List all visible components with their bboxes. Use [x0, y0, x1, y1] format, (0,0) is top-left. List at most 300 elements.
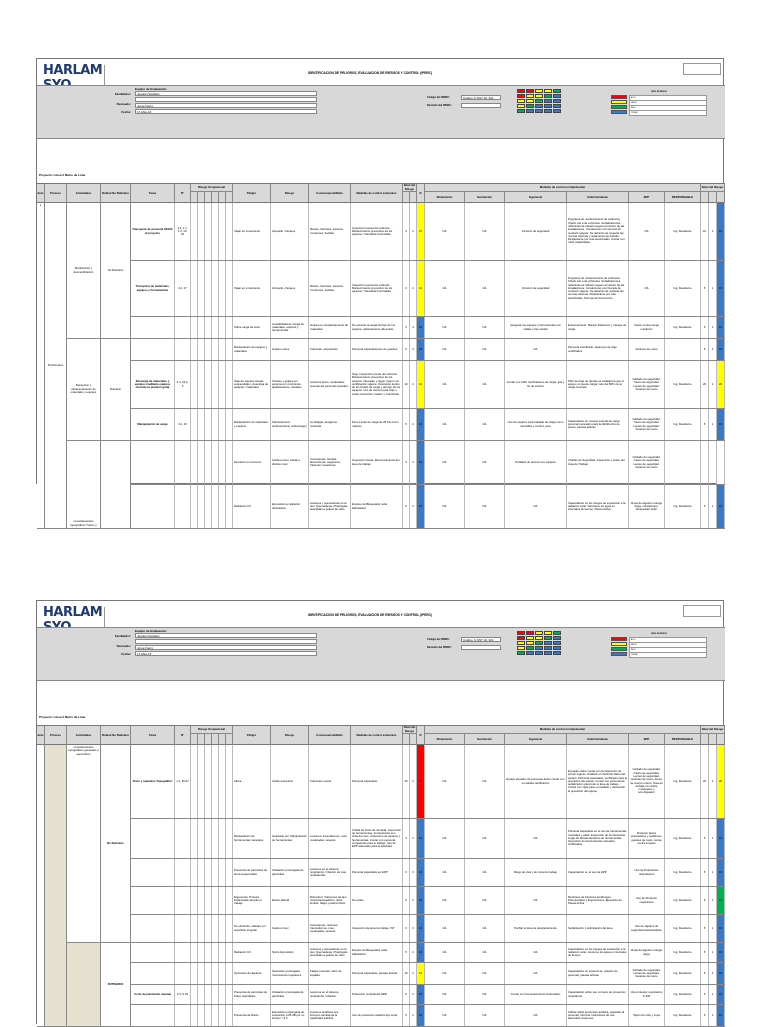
cell-p: 3 [403, 317, 410, 338]
cell-s2: 1 [709, 819, 717, 858]
cell-peligro: Viajar en movimiento [233, 261, 271, 316]
cell-existentes: Protección respiratoria NRR [351, 985, 403, 1004]
cell-ro4 [212, 745, 219, 818]
cell-ro4 [212, 339, 219, 360]
cell-existentes: Personal capacitado [351, 745, 403, 818]
cell-ro4 [212, 361, 219, 408]
cell-ro1 [191, 1005, 198, 1026]
cell-item: 1 [37, 203, 45, 529]
cell-sust: NA [465, 985, 505, 1004]
revision-label: Revisión del IPERC: [427, 646, 452, 649]
document-title: IDENTIFICACION DE PELIGROS, EVALUACION DE RIESGOS Y CONTROL (IPERC) [307, 613, 433, 617]
header-riesgo: Riesgo [271, 184, 309, 204]
matrix-cell [544, 104, 552, 108]
cell-n [175, 485, 191, 528]
cell-s: 3 [410, 915, 417, 942]
cell-consecuencia: Lesiones: traumatismos, roes, moderadas, severas [309, 819, 351, 858]
cell-ro3 [205, 203, 212, 260]
cell-p: 3 [403, 859, 410, 886]
cell-ing: NA [505, 819, 567, 858]
cell-riesgo: Exposición prolongada de exposición a 85 dB por un tiempo > 8 h [271, 1005, 309, 1026]
table-row [37, 317, 725, 339]
cell-epp: Uso de zapatos de seguridad antiresbalante [629, 915, 665, 942]
cell-p2: 20 [701, 361, 709, 408]
cell-tarea: Trazo y replanteo Topográfico [131, 745, 175, 818]
header-riesgo: Riesgo [271, 726, 309, 746]
cell-consecuencia: Lesiones y quemaduras en la piel. Quemaduras / Patologías asociadas a golpes de calor [309, 943, 351, 962]
cell-r2: 16 [717, 409, 725, 440]
cell-sust: NA [465, 317, 505, 338]
table-header [37, 183, 725, 203]
table-header [37, 725, 725, 745]
matrix-cell [553, 651, 561, 655]
cell-ro3 [205, 261, 212, 316]
codigo-label: Código del IPERC: [427, 638, 450, 641]
legend-swatch [611, 95, 627, 99]
matrix-cell [553, 94, 561, 98]
cell-s: 2 [410, 1005, 417, 1026]
header-peligro: Peligro [233, 726, 271, 746]
cell-adm: Charlas de Seguridad. Inspección y orden del Área de Trabajo [567, 441, 629, 484]
matrix-cell [517, 636, 525, 640]
matrix-cell [526, 641, 534, 645]
matrix-cell [517, 641, 525, 645]
cell-adm: Capacitación en los riesgos de exposición a la radiación solar, consumo de agua en intervalos de tiempo [567, 943, 629, 962]
cell-ing: NA [505, 339, 567, 360]
cell-p: 4 [403, 261, 410, 316]
cell-resp: Ing. Residente [665, 409, 701, 440]
cell-epp: Calzado de seguridad. Casco de seguridad. Lentes de seguridad. Guantes de cuero. Arnés de cuerpo entero. Área de anclaje con doble mosquetón y amortiguador [629, 745, 665, 818]
matrix-cell [526, 89, 534, 93]
cell-ing: NA [505, 963, 567, 984]
cell-s: 2 [410, 745, 417, 818]
matrix-cell [544, 94, 552, 98]
cell-elim: NA [425, 745, 465, 818]
fecha-label: Fecha: [121, 110, 131, 114]
cell-ro3 [205, 859, 212, 886]
cell-sust: NA [465, 915, 505, 942]
matrix-cell [517, 99, 525, 103]
cell-peligro: No obstruido, trabajos y/o superficie irregular [233, 915, 271, 942]
cell-ro1 [191, 819, 198, 858]
cell-r: 10 [417, 361, 425, 408]
legend-label: BAJO [629, 105, 707, 111]
cell-ing: Asegurar los equipos y herramientas con mallas y tipo sachel [505, 317, 567, 338]
legend-swatch [611, 110, 627, 114]
cell-sust: NA [465, 261, 505, 316]
cell-consecuencia: Fatiga muscular, dolor de espalda [309, 963, 351, 984]
cell-ro5 [219, 339, 226, 360]
legend-swatch [611, 642, 627, 646]
cell-resp [665, 339, 701, 360]
cell-s2: 1 [709, 963, 717, 984]
cell-ro3 [205, 339, 212, 360]
cell-ro4 [212, 963, 219, 984]
cell-ing: NA [505, 887, 567, 914]
cell-epp: Uso de Protectores respiratorios [629, 859, 665, 886]
cell-ro1 [191, 409, 198, 440]
cell-s2: 1 [709, 985, 717, 1004]
cell-resp: Ing. Residente [665, 859, 701, 886]
cell-peligro: Desnivel en el terreno [233, 441, 271, 484]
cell-p: 10 [403, 963, 410, 984]
cell-epp: Ropa de algodón manga larga [629, 943, 665, 962]
cell-peligro: Presencia de partículas de tierra suspendidas [233, 859, 271, 886]
cell-existentes: Personal capacitado/uso de guantes [351, 339, 403, 360]
cell-proceso: Preliminares [45, 203, 67, 529]
cell-n: 3.4, 16.2, 3 [175, 361, 191, 408]
cell-existentes: Charla de Inicio de Jornada, inspección de herramientas, herramientas con cinta del mes, Inspección de equipos y herramientas. Contar con personal competente para el trabajo. Uso de EPP adecuado para la actividad [351, 819, 403, 858]
cell-ing: Contar con LRR. Verificadores de carga, gira y fin de carrera [505, 361, 567, 408]
matrix-cell [535, 646, 543, 650]
page-header [37, 59, 725, 183]
cell-adm: Capacitación en el uso de EPP [567, 859, 629, 886]
matrix-cell [535, 631, 543, 635]
cell-ro4 [212, 409, 219, 440]
table-row [37, 745, 725, 819]
header-nivel-riesgo: Nivel del Riesgo [403, 725, 416, 733]
cell-existentes: Inspección de área de trabajo. IST [351, 915, 403, 942]
matrix-cell [517, 109, 525, 113]
cell-ing: Equipo eleváder de personas deber contar con su debida certificación [505, 745, 567, 818]
cell-ro4 [212, 819, 219, 858]
cell-tarea: Manipulación de carga [131, 409, 175, 440]
legend-row [611, 642, 707, 646]
cell-sust: NA [465, 409, 505, 440]
cell-tarea [131, 339, 175, 360]
cell-ro3 [205, 317, 212, 338]
cell-ro1 [191, 859, 198, 886]
cell-s2: 1 [709, 943, 717, 962]
cell-item [37, 745, 45, 1027]
scope-label: Proyecto: Línea 2 Metro de Lima [39, 715, 86, 719]
header-elim: Eliminación [425, 734, 465, 746]
cell-tarea: Transporte de materiales, equipos y herramientas [131, 261, 175, 316]
cell-ing: Uso de equipos para traslado de carga como carretillas y control, grua [505, 409, 567, 440]
cell-riesgo: Inhalación prolongada de partículas [271, 859, 309, 886]
matrix-cell [526, 636, 534, 640]
cell-r: 16 [417, 485, 425, 528]
cell-adm: Monitoreo de Factores de Riesgos Psicosociales y Ergonómicos. Ejecución de Pausa Activa [567, 887, 629, 914]
cell-ro1 [191, 339, 198, 360]
cell-existentes: Uso de protección auditiva tipo copa [351, 1005, 403, 1026]
cell-ro3 [205, 887, 212, 914]
matrix-cell [544, 636, 552, 640]
cell-elim: NA [425, 985, 465, 1004]
cell-ro2 [198, 261, 205, 316]
cell-r: 16 [417, 859, 425, 886]
cell-s2: 1 [709, 745, 717, 818]
header-ing: Ingeniería [505, 192, 567, 204]
scope-label: Proyecto: Línea 2 Metro de Lima [39, 173, 86, 177]
cell-ro3 [205, 745, 212, 818]
matrix-cell [535, 104, 543, 108]
cell-s: 3 [410, 441, 417, 484]
cell-s: 2 [410, 943, 417, 962]
cell-s: 2 [410, 963, 417, 984]
cell-s: 3 [410, 339, 417, 360]
cell-s: 2 [410, 985, 417, 1004]
cell-ro2 [198, 745, 205, 818]
cell-ing: NA [505, 943, 567, 962]
cell-p: 5 [403, 1005, 410, 1026]
cell-tarea [131, 915, 175, 942]
cell-ro2 [198, 485, 205, 528]
cell-ro3 [205, 985, 212, 1004]
header-sust: Sustitución [465, 734, 505, 746]
fecha-field: 17-May-16 [135, 651, 317, 656]
legend-title: NIVEL DE RIESGO [651, 633, 667, 635]
team-caption: Equipo de Evaluación: [135, 87, 168, 91]
cell-ro5 [219, 1005, 226, 1026]
table-row [37, 819, 725, 859]
cell-riesgo: Caída a nivel. Caída a distinto nivel [271, 441, 309, 484]
cell-r: 10 [417, 261, 425, 316]
matrix-cell [553, 104, 561, 108]
cell-elim: NA [425, 261, 465, 316]
cell-riesgo: Atropello, choques [271, 203, 309, 260]
cell-ro3 [205, 485, 212, 528]
cell-n [175, 317, 191, 338]
header-rutina: Rutina/ No Rutinario [101, 184, 131, 204]
header-tarea: Tarea [131, 726, 175, 746]
cell-ro6 [226, 819, 233, 858]
cell-sust: NA [465, 887, 505, 914]
cell-peligro: Operación de Equipos [233, 963, 271, 984]
cell-n [175, 943, 191, 962]
table-row [37, 361, 725, 409]
cell-adm: Capacitación en ergonomía, rotación de personal, pausas activas [567, 963, 629, 984]
cell-p2: 5 [701, 859, 709, 886]
cell-ro2 [198, 339, 205, 360]
cell-ro6 [226, 203, 233, 260]
cell-peligro: Radiación UV [233, 943, 271, 962]
codigo-field: Código: F-SST 16, 321 [461, 95, 501, 100]
code-box [683, 63, 721, 75]
cell-existentes: Empleo de Bloqueador solar. Hidratación [351, 943, 403, 962]
legend-row [611, 647, 707, 651]
cell-ro6 [226, 339, 233, 360]
cell-ing: Perfilado de terreno uso equipos [505, 441, 567, 484]
matrix-cell [535, 651, 543, 655]
matrix-cell [517, 651, 525, 655]
cell-r2: 15 [717, 203, 725, 260]
cell-adm: Personal capacitado en el uso de herramientas manuales y saber inspección de herramientas. Lugar de almacenamiento de herramientas. Operación de herramientas manuales certificadas [567, 819, 629, 858]
revision-field [461, 103, 501, 108]
cell-peligro: Ergonomía. Postura inadecuada durante el trabajo [233, 887, 271, 914]
cell-ro5 [219, 409, 226, 440]
cell-sust: NA [465, 819, 505, 858]
matrix-cell [526, 104, 534, 108]
matrix-cell [526, 631, 534, 635]
cell-resp: Ing. Residente [665, 915, 701, 942]
cell-consecuencia: Lesiones leves, moderadas, severas del personal operativo [309, 361, 351, 408]
cell-existentes: Izaje. Inspección previa del vehículo. Mantenimiento preventivo de los equipos. Operador y rigger mayor con certificación vigente. Operación dentro de los límites de carga y del tipo de los equipos. Uso de vientos para izaje y evitar exposición, bastón y maniobras. [351, 361, 403, 408]
cell-peligro: Altura [233, 745, 271, 818]
cell-elim: NA [425, 915, 465, 942]
legend-row [611, 100, 707, 104]
cell-sust: NA [465, 339, 505, 360]
cell-ro1 [191, 261, 198, 316]
cell-r2: 16 [717, 485, 725, 528]
cell-n: 3.4, 27 [175, 261, 191, 316]
team-name: Juanito Nordasio [135, 91, 317, 96]
cell-actividad: Movilización y desmovilización [67, 203, 101, 339]
matrix-cell [517, 646, 525, 650]
facilitador-field [135, 97, 317, 102]
cell-elim: NA [425, 441, 465, 484]
revisado-label: Revisado: [116, 102, 131, 106]
matrix-cell [535, 636, 543, 640]
team-caption: Equipo de Evaluación: [135, 629, 168, 633]
header-r: R [417, 726, 425, 746]
header-adm: Administrativas [567, 734, 629, 746]
table-row [37, 339, 725, 361]
matrix-cell [517, 89, 525, 93]
legend-row [611, 105, 707, 109]
matrix-cell [535, 99, 543, 103]
cell-r: 18 [417, 339, 425, 360]
cell-adm: El equipo debe contar con la inspección de primer ingreso. Realizar el check list diario del equipo. Personal capacitado, certificado para la operación del equipo. Contar con personal de señalización para todo el área de trabajo. Contar con vigía para su traslado y descender la operación del equipo. [567, 745, 629, 818]
cell-s: 2 [410, 361, 417, 408]
cell-r: 16 [417, 943, 425, 962]
cell-p: 5 [403, 485, 410, 528]
cell-riesgo: Atropello, choques [271, 261, 309, 316]
cell-existentes: Empleo de Bloqueador solar. Hidratación [351, 485, 403, 528]
header-rutina: Rutina/ No Rutinario [101, 726, 131, 746]
cell-ro5 [219, 203, 226, 260]
cell-s: 2 [410, 409, 417, 440]
cell-sust: NA [465, 485, 505, 528]
cell-consecuencia: Disconfort. Trastornos de tipo musculoesquelético, dolor lumbar, fatiga, postura física [309, 887, 351, 914]
header-consecuencia: Consecuencia/Daño [309, 184, 351, 204]
cell-p2: 5 [701, 985, 709, 1004]
cell-consecuencia: Contusiones, heridas, laceraciones, esguinces, fracturas, luxaciones [309, 441, 351, 484]
revision-label: Revisión del IPERC: [427, 104, 452, 107]
matrix-cell [553, 99, 561, 103]
matrix-cell [553, 109, 561, 113]
header-riesgo-residual: Nivel del Riesgo [701, 184, 725, 192]
codigo-label: Código del IPERC: [427, 96, 450, 99]
cell-r2: 20 [717, 745, 725, 818]
cell-peligro: Manipulación de herramientas manuales [233, 819, 271, 858]
cell-elim: NA [425, 203, 465, 260]
legend-label: MEDIO [629, 100, 707, 106]
header-proceso: Proceso [45, 726, 67, 746]
company-logo: HARLAM [43, 607, 105, 633]
fecha-field: 17-May-16 [135, 109, 317, 114]
cell-riesgo: Caída a nivel [271, 915, 309, 942]
cell-ro4 [212, 915, 219, 942]
cell-ro6 [226, 887, 233, 914]
cell-consecuencia: Lesiones y quemaduras en la piel. Quemaduras / Patologías asociadas a golpes de calor [309, 485, 351, 528]
cell-adm: Programa de mantenimiento de vehículos. Check List a de vehículos. Señalizaciones reflectivas de tránsito seguro al interior de las instalaciones. Conductores con licencia de conducir vigente. Se deberán de respetar las normas internas. Desplazarse por vías autorizadas. Normas de Prevención. [567, 261, 629, 316]
cell-r2: 16 [717, 963, 725, 984]
header-actividades: Actividades [67, 726, 101, 746]
cell-tarea: Descarga de materiales y equipos mediante equipos mecanicos (camión grúa) [131, 361, 175, 408]
cell-ro1 [191, 361, 198, 408]
cell-ro6 [226, 317, 233, 338]
header-epp: EPP [629, 734, 665, 746]
cell-ro1 [191, 745, 198, 818]
legend-label: BAJO [629, 647, 707, 653]
document-page-2 [36, 600, 724, 1024]
legend-row [611, 110, 707, 114]
cell-actividad: Levantamientos topográficos generales y específicos [67, 745, 101, 943]
cell-r2: 16 [717, 317, 725, 338]
cell-rutina: No Rutinario [101, 745, 131, 943]
legend-swatch [611, 100, 627, 104]
cell-adm: Señalización y delimitación del área [567, 915, 629, 942]
cell-elim: NA [425, 317, 465, 338]
cell-epp: NA [629, 203, 665, 260]
cell-elim: NA [425, 485, 465, 528]
header-elim: Eliminación [425, 192, 465, 204]
cell-rutina: Rutinario [101, 339, 131, 441]
matrix-cell [517, 104, 525, 108]
cell-ro2 [198, 203, 205, 260]
cell-ro3 [205, 819, 212, 858]
cell-r: 16 [417, 915, 425, 942]
cell-sust: NA [465, 859, 505, 886]
cell-ing: NA [505, 485, 567, 528]
cell-r: 10 [417, 203, 425, 260]
cell-r2: 16 [717, 859, 725, 886]
cell-ro3 [205, 1005, 212, 1026]
cell-s: 3 [410, 317, 417, 338]
cell-ro6 [226, 485, 233, 528]
cell-existentes: Inspección previa del vehículo. Mantenimiento preventivo de los equipos / Velocidad Controlada [351, 261, 403, 316]
risk-matrix [503, 89, 593, 117]
legend-swatch [611, 652, 627, 656]
cell-resp: Ing. Residente [665, 203, 701, 260]
cell-r: 16 [417, 441, 425, 484]
cell-existentes: Peso Límite de carga de 25 KG como máximo [351, 409, 403, 440]
cell-s: 2 [410, 887, 417, 914]
matrix-cell [517, 94, 525, 98]
cell-ro3 [205, 943, 212, 962]
codigo-field: Código: F-SST 16, 321 [461, 637, 501, 642]
cell-resp: Ing. Residente [665, 261, 701, 316]
cell-ro6 [226, 963, 233, 984]
matrix-cell [544, 109, 552, 113]
code-box [683, 605, 721, 617]
cell-sust: NA [465, 943, 505, 962]
cell-proceso [45, 745, 67, 1027]
cell-ro4 [212, 985, 219, 1004]
cell-tarea [131, 887, 175, 914]
header-consecuencia: Consecuencia/Daño [309, 726, 351, 746]
cell-p: 4 [403, 203, 410, 260]
cell-ro3 [205, 409, 212, 440]
cell-ing: Cinturón de seguridad [505, 261, 567, 316]
cell-ro1 [191, 317, 198, 338]
cell-consecuencia: Muerte, fracturas, lesiones, moretones, heridas [309, 261, 351, 316]
matrix-cell [553, 646, 561, 650]
header-existentes: Medidas de control existentes [351, 184, 403, 204]
cell-elim: NA [425, 963, 465, 984]
cell-sust: NA [465, 203, 505, 260]
cell-rutina: No Rutinario [101, 203, 131, 339]
cell-n [175, 441, 191, 484]
cell-tarea [131, 485, 175, 528]
cell-riesgo: Inestabilidad de Carga de materiales, equipos y herramientas [271, 317, 309, 338]
cell-p2: 5 [701, 943, 709, 962]
cell-p2: 5 [701, 963, 709, 984]
matrix-cell [553, 641, 561, 645]
legend-swatch [611, 647, 627, 651]
document-page-1 [36, 58, 724, 527]
